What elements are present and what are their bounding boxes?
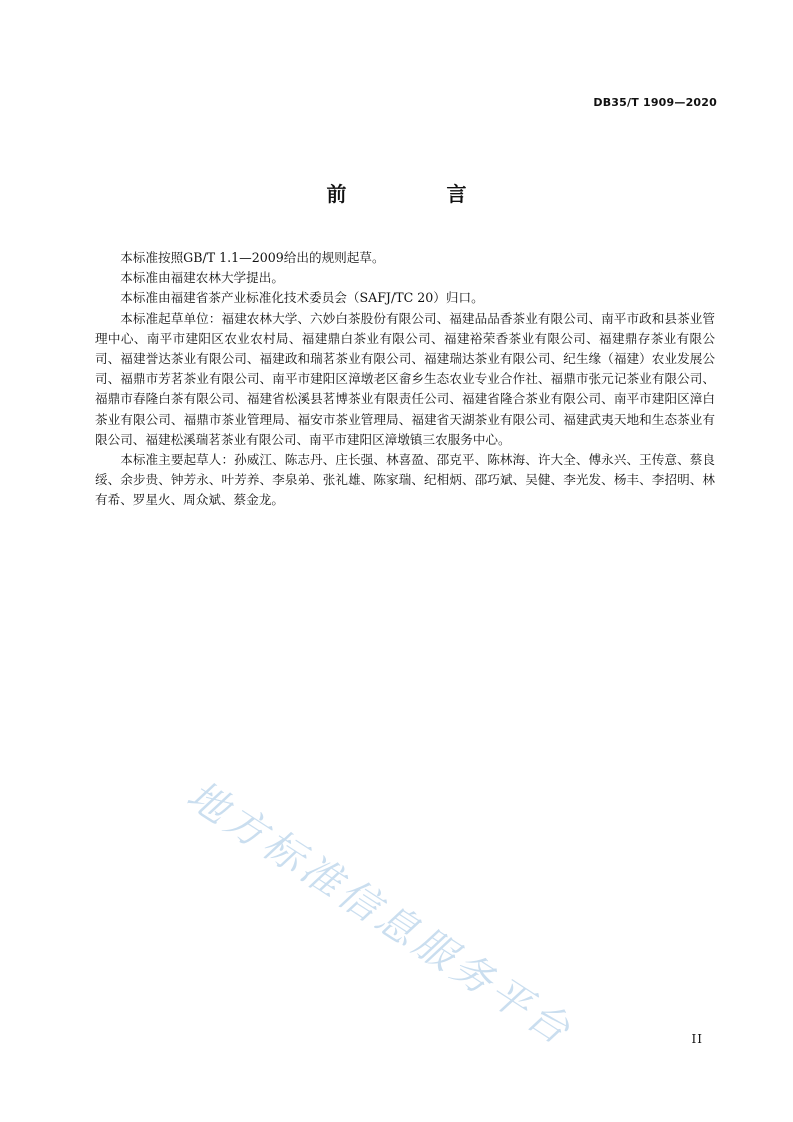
paragraph-proposer: 本标准由福建农林大学提出。 bbox=[120, 270, 284, 286]
paragraph-drafting-units: 本标准起草单位：福建农林大学、六妙白茶股份有限公司、福建品品香茶业有限公司、南平市政和县茶业管理中心、南平市建阳区农业农村局、福建鼎白茶业有限公司、福建裕荣香茶业有限公司、福建鼎存茶业有限公司、福建誉达茶业有限公司、福建政和瑞茗茶业有限公司、福建瑞达茶业有限公司、纪生缘（福建）农业发展公司、福鼎市芳茗茶业有限公司、南平市建阳区漳墩老区畲乡生态农业专业合作社、福鼎市张元记茶业有限公司、福鼎市春隆白茶有限公司、福建省松溪县茗博茶业有限责任公司、福建省隆合茶业有限公司、南平市建阳区漳白茶业有限公司、福鼎市茶业管理局、福安市茶业管理局、福建省天湖茶业有限公司、福建武夷天地和生态茶业有限公司、福建松溪瑞茗茶业有限公司、南平市建阳区漳墩镇三农服务中心。 bbox=[95, 310, 715, 447]
page-title: 前 言 bbox=[326, 182, 507, 206]
paragraph-centralized-unit: 本标准由福建省茶产业标准化技术委员会（SAFJ/TC 20）归口。 bbox=[120, 290, 484, 306]
document-body bbox=[95, 248, 715, 511]
standard-code: DB35/T 1909—2020 bbox=[593, 96, 717, 109]
watermark-text: 地方标准信息服务平台 bbox=[178, 772, 582, 1056]
paragraph-main-drafters: 本标准主要起草人：孙威江、陈志丹、庄长强、林喜盈、邵克平、陈林海、许大全、傅永兴、王传意、蔡良绥、余步贵、钟芳永、叶芳养、李泉弟、张礼雄、陈家瑞、纪相炳、邵巧斌、吴健、李光发、杨丰、李招明、林有希、罗星火、周众斌、蔡金龙。 bbox=[95, 452, 715, 508]
paragraph-drafting-rules: 本标准按照GB/T 1.1—2009给出的规则起草。 bbox=[120, 250, 385, 265]
page-number: II bbox=[691, 1032, 703, 1046]
